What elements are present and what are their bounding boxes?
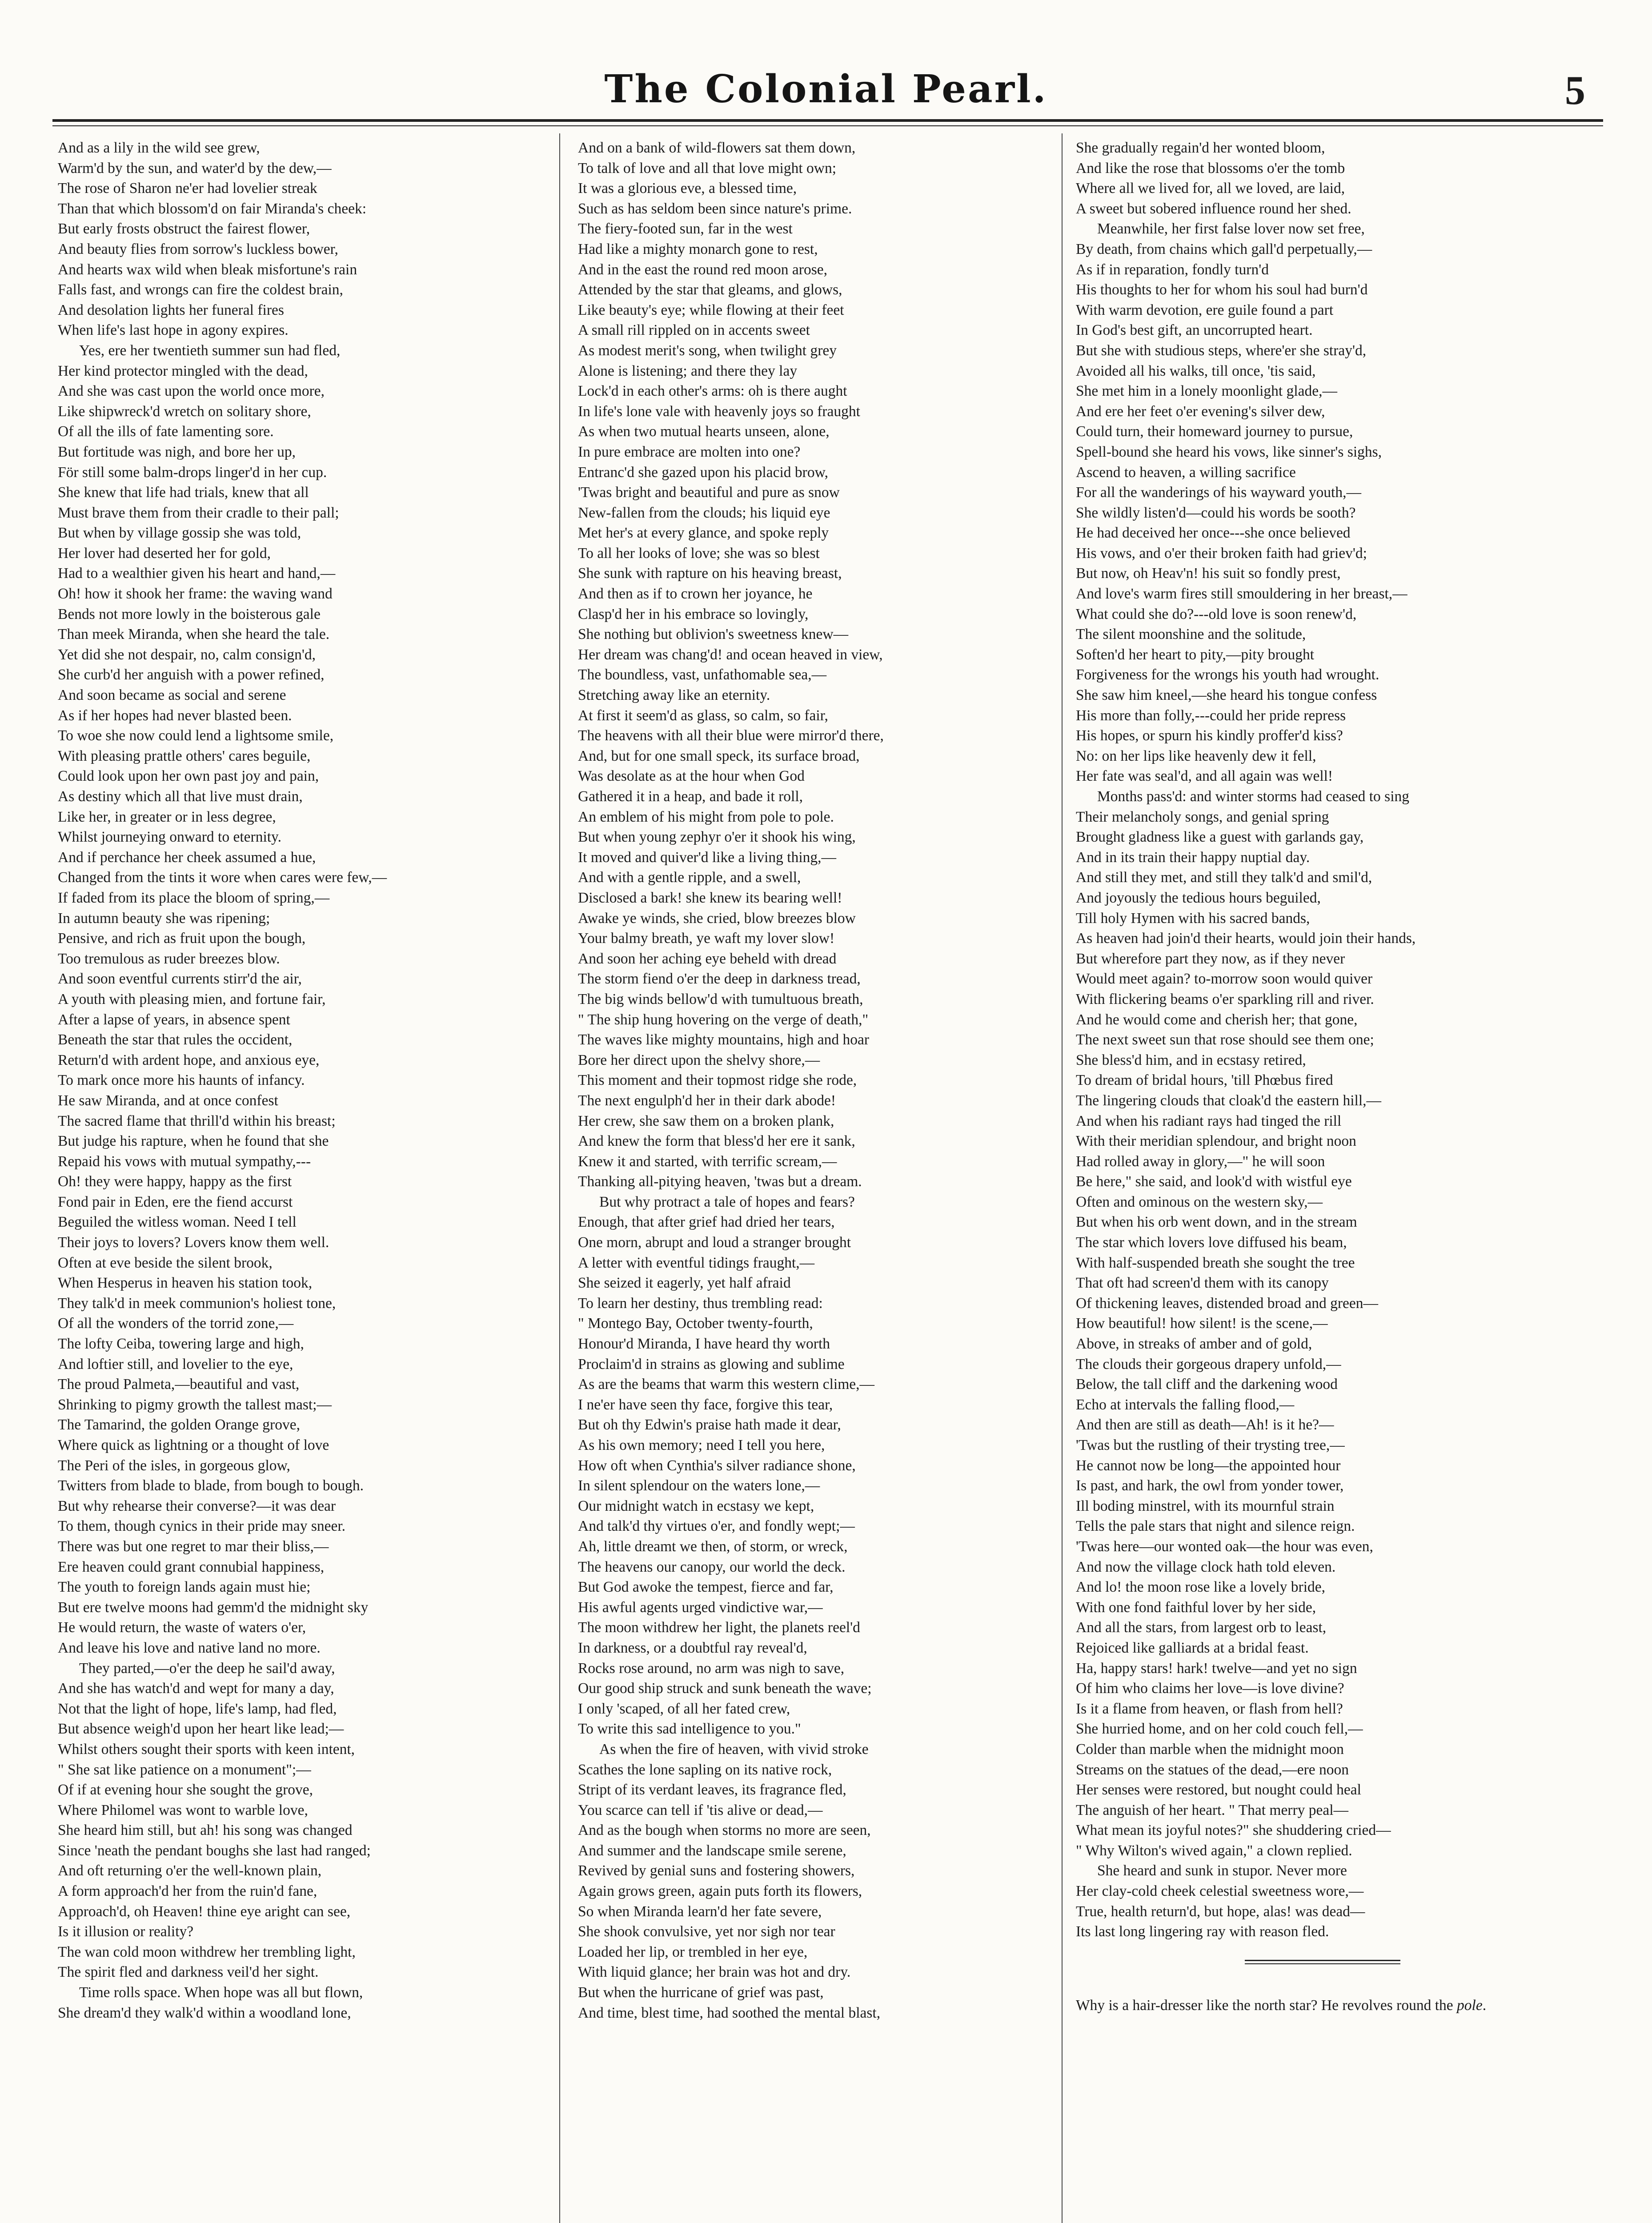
poem-line: Ascend to heaven, a willing sacrifice [1076, 464, 1296, 481]
poem-line: And loftier still, and lovelier to the eye, [58, 1356, 293, 1372]
poem-line: The Tamarind, the golden Orange grove, [58, 1416, 300, 1433]
poem-line: In darkness, or a doubtful ray reveal'd, [578, 1639, 807, 1656]
poem-line: Since 'neath the pendant boughs she last had ranged; [58, 1842, 371, 1859]
poem-line: As destiny which all that live must drain, [58, 788, 303, 805]
poem-line: An emblem of his might from pole to pole. [578, 808, 834, 825]
poem-line: And as the bough when storms no more are seen, [578, 1822, 871, 1839]
closing-note-end: . [1482, 1997, 1487, 2014]
poem-line: To learn her destiny, thus trembling read: [578, 1295, 823, 1312]
poem-line: Changed from the tints it wore when cares were few,— [58, 869, 387, 886]
poem-line: I ne'er have seen thy face, forgive this tear, [578, 1396, 833, 1413]
poem-line: The lingering clouds that cloak'd the eastern hill,— [1076, 1092, 1382, 1109]
poem-line: Where quick as lightning or a thought of love [58, 1437, 329, 1453]
poem-line: But when by village gossip she was told, [58, 525, 301, 542]
poem-line: In God's best gift, an uncorrupted heart. [1076, 322, 1313, 339]
poem-line: Her fate was seal'd, and all again was well! [1076, 768, 1333, 785]
poem-line: Such as has seldom been since nature's prime. [578, 200, 852, 217]
poem-line: He cannot now be long—the appointed hour [1076, 1457, 1341, 1474]
poem-line: Clasp'd her in his embrace so lovingly, [578, 606, 809, 622]
poem-line: Stript of its verdant leaves, its fragrance fled, [578, 1782, 846, 1798]
poem-line: The spirit fled and darkness veil'd her sight. [58, 1964, 319, 1981]
poem-line: With their meridian splendour, and bright noon [1076, 1133, 1356, 1150]
poem-line: He would return, the waste of waters o'er, [58, 1619, 306, 1636]
page-number: 5 [1565, 68, 1585, 113]
poem-line: And desolation lights her funeral fires [58, 301, 284, 318]
poem-line: His awful agents urged vindictive war,— [578, 1599, 823, 1616]
newspaper-title: The Colonial Pearl. [604, 67, 1048, 112]
poem-line: With pleasing prattle others' cares beguile, [58, 747, 311, 764]
poem-line: Is it a flame from heaven, or flash from hell? [1076, 1700, 1343, 1717]
poem-line: Ah, little dreamt we then, of storm, or wreck, [578, 1538, 848, 1555]
poem-line: She saw him kneel,—she heard his tongue confess [1076, 687, 1377, 704]
poem-line: Thanking all-pitying heaven, 'twas but a dream. [578, 1173, 862, 1190]
poem-line: But early frosts obstruct the fairest flower, [58, 221, 310, 237]
poem-line: Disclosed a bark! she knew its bearing well! [578, 889, 842, 906]
poem-line: And knew the form that bless'd her ere it sank, [578, 1133, 855, 1150]
poem-line: The big winds bellow'd with tumultuous breath, [578, 991, 863, 1007]
poem-line: The waves like mighty mountains, high and hoar [578, 1031, 869, 1048]
poem-line: Repaid his vows with mutual sympathy,--- [58, 1153, 311, 1170]
poem-line: To write this sad intelligence to you." [578, 1721, 801, 1737]
poem-line: The moon withdrew her light, the planets reel'd [578, 1619, 860, 1636]
poem-line: With half-suspended breath she sought the tree [1076, 1254, 1355, 1271]
poem-line: " Montego Bay, October twenty-fourth, [578, 1315, 813, 1332]
poem-line: And she has watch'd and wept for many a day, [58, 1680, 334, 1697]
poem-line: Where all we lived for, all we loved, are laid, [1076, 180, 1345, 197]
poem-line: Your balmy breath, ye waft my lover slow! [578, 930, 835, 947]
poem-line: If faded from its place the bloom of spring,— [58, 889, 330, 906]
poem-line: As if her hopes had never blasted been. [58, 707, 292, 724]
poem-line: You scarce can tell if 'tis alive or dead,— [578, 1802, 823, 1818]
poem-line: Her lover had deserted her for gold, [58, 545, 271, 562]
poem-line: Spell-bound she heard his vows, like sinner's sighs, [1076, 443, 1382, 460]
poem-line: A letter with eventful tidings fraught,— [578, 1254, 815, 1271]
poem-line: The proud Palmeta,—beautiful and vast, [58, 1376, 300, 1393]
poem-line: But why protract a tale of hopes and fears? [599, 1193, 855, 1210]
poem-line: The storm fiend o'er the deep in darkness tread, [578, 971, 861, 987]
poem-line: What could she do?---old love is soon renew'd, [1076, 606, 1357, 622]
poem-line: And if perchance her cheek assumed a hue, [58, 849, 316, 866]
poem-line: The rose of Sharon ne'er had lovelier streak [58, 180, 317, 197]
poem-line: In silent splendour on the waters lone,— [578, 1477, 820, 1494]
poem-line: It moved and quiver'd like a living thing,— [578, 849, 837, 866]
poem-line: And all the stars, from largest orb to least, [1076, 1619, 1327, 1636]
poem-line: Rejoiced like galliards at a bridal feast. [1076, 1639, 1309, 1656]
poem-line: Oh! they were happy, happy as the first [58, 1173, 292, 1190]
poem-line: Approach'd, oh Heaven! thine eye aright can see, [58, 1903, 351, 1920]
poem-line: Shrinking to pigmy growth the tallest mast;— [58, 1396, 332, 1413]
poem-line: For all the wanderings of his wayward youth,— [1076, 484, 1361, 501]
poem-line: Her crew, she saw them on a broken plank, [578, 1112, 834, 1129]
poem-line: Enough, that after grief had dried her tears, [578, 1214, 835, 1231]
poem-line: Entranc'd she gazed upon his placid brow, [578, 464, 828, 481]
poem-line: The next sweet sun that rose should see them one; [1076, 1031, 1374, 1048]
poem-line: She hurried home, and on her cold couch fell,— [1076, 1721, 1363, 1737]
poem-line: Honour'd Miranda, I have heard thy worth [578, 1336, 830, 1352]
poem-line: The Peri of the isles, in gorgeous glow, [58, 1457, 290, 1474]
poem-line: Their melancholy songs, and genial spring [1076, 808, 1329, 825]
poem-line: The sacred flame that thrill'd within his breast; [58, 1112, 336, 1129]
poem-line: And summer and the landscape smile serene, [578, 1842, 846, 1859]
poem-line: " Why Wilton's wived again," a clown replied. [1076, 1842, 1352, 1859]
poem-line: Would meet again? to-morrow soon would quiver [1076, 971, 1373, 987]
poem-line: To mark once more his haunts of infancy. [58, 1072, 305, 1089]
poem-line: And in the east the round red moon arose, [578, 261, 827, 278]
poem-line: Of thickening leaves, distended broad and green— [1076, 1295, 1379, 1312]
poem-line: Awake ye winds, she cried, blow breezes blow [578, 910, 856, 927]
poem-line: Had like a mighty monarch gone to rest, [578, 241, 818, 257]
poem-line: Oh! how it shook her frame: the waving wand [58, 586, 333, 602]
header-rule [52, 119, 1603, 122]
poem-line: " She sat like patience on a monument";— [58, 1761, 311, 1778]
poem-line: As modest merit's song, when twilight grey [578, 342, 837, 359]
poem-line: Attended by the star that gleams, and glows, [578, 281, 842, 298]
poem-line: She heard and sunk in stupor. Never more [1097, 1862, 1347, 1879]
poem-line: Bends not more lowly in the boisterous gale [58, 606, 321, 622]
poem-line: And soon her aching eye beheld with dread [578, 950, 837, 967]
poem-line: By death, from chains which gall'd perpetually,— [1076, 241, 1372, 257]
poem-line: He saw Miranda, and at once confest [58, 1092, 278, 1109]
poem-line: And still they met, and still they talk'd and smil'd, [1076, 869, 1372, 886]
poem-line: Knew it and started, with terrific scream,— [578, 1153, 837, 1170]
poem-line: Could look upon her own past joy and pain, [58, 768, 319, 785]
poem-column-2 [578, 138, 1071, 2223]
poem-line: She met him in a lonely moonlight glade,— [1076, 383, 1338, 400]
poem-line: The boundless, vast, unfathomable sea,— [578, 666, 827, 683]
masthead [0, 67, 1652, 116]
poem-line: But when young zephyr o'er it shook his wing, [578, 829, 856, 846]
poem-line: För still some balm-drops linger'd in her cup. [58, 464, 327, 481]
poem-line: But oh thy Edwin's praise hath made it dear, [578, 1416, 841, 1433]
poem-line: Till holy Hymen with his sacred bands, [1076, 910, 1310, 927]
poem-line: True, health return'd, but hope, alas! was dead— [1076, 1903, 1365, 1920]
poem-line: How beautiful! how silent! is the scene,— [1076, 1315, 1328, 1332]
poem-line: Her senses were restored, but nought could heal [1076, 1782, 1361, 1798]
poem-line: Whilst journeying onward to eternity. [58, 829, 282, 846]
poem-line: Soften'd her heart to pity,—pity brought [1076, 646, 1315, 663]
poem-line: Yet did she not despair, no, calm consign'd, [58, 646, 316, 663]
poem-line: Avoided all his walks, till once, 'tis said, [1076, 362, 1316, 379]
poem-line: She wildly listen'd—could his words be sooth? [1076, 504, 1356, 521]
poem-line: Ha, happy stars! hark! twelve—and yet no sign [1076, 1660, 1357, 1677]
poem-line: Could turn, their homeward journey to pursue, [1076, 423, 1353, 440]
poem-line: Falls fast, and wrongs can fire the coldest brain, [58, 281, 343, 298]
poem-line: Loaded her lip, or trembled in her eye, [578, 1943, 808, 1960]
poem-line: But fortitude was nigh, and bore her up, [58, 443, 296, 460]
poem-line: Of if at evening hour she sought the grove, [58, 1782, 313, 1798]
poem-line: And as a lily in the wild see grew, [58, 140, 260, 156]
poem-line: With flickering beams o'er sparkling rill and river. [1076, 991, 1374, 1007]
poem-line: She knew that life had trials, knew that all [58, 484, 309, 501]
section-end-rule-thin [1245, 1963, 1400, 1964]
closing-note-emphasis: pole [1457, 1997, 1483, 2014]
poem-line: Proclaim'd in strains as glowing and sublime [578, 1356, 845, 1372]
poem-line: She dream'd they walk'd within a woodland lone, [58, 2004, 351, 2021]
poem-line: The youth to foreign lands again must hie; [58, 1579, 311, 1596]
poem-line: To talk of love and all that love might own; [578, 160, 836, 177]
poem-line: And beauty flies from sorrow's luckless bower, [58, 241, 338, 257]
poem-line: Stretching away like an eternity. [578, 687, 770, 704]
poem-line: But when the hurricane of grief was past, [578, 1984, 824, 2001]
poem-line: The heavens with all their blue were mirror'd there, [578, 727, 884, 744]
poem-line: Fond pair in Eden, ere the fiend accurst [58, 1193, 293, 1210]
poem-line: And he would come and cherish her; that gone, [1076, 1011, 1358, 1028]
poem-line: Lock'd in each other's arms: oh is there aught [578, 383, 847, 400]
poem-line: As heaven had join'd their hearts, would join their hands, [1076, 930, 1416, 947]
poem-line: Brought gladness like a guest with garlands gay, [1076, 829, 1364, 846]
poem-line: Met her's at every glance, and spoke reply [578, 525, 829, 542]
poem-line: In autumn beauty she was ripening; [58, 910, 270, 927]
poem-line: Whilst others sought their sports with keen intent, [58, 1741, 355, 1758]
poem-line: Yes, ere her twentieth summer sun had fled, [79, 342, 341, 359]
poem-line: Often and ominous on the western sky,— [1076, 1193, 1323, 1210]
poem-line: And she was cast upon the world once more, [58, 383, 325, 400]
poem-line: And ere her feet o'er evening's silver dew, [1076, 403, 1325, 420]
poem-line: As are the beams that warm this western clime,— [578, 1376, 875, 1393]
poem-line: And soon eventful currents stirr'd the air, [58, 971, 302, 987]
poem-line: One morn, abrupt and loud a stranger brought [578, 1234, 851, 1251]
poem-line: But why rehearse their converse?—it was dear [58, 1497, 336, 1514]
poem-line: And oft returning o'er the well-known plain, [58, 1862, 322, 1879]
poem-line: But God awoke the tempest, fierce and far, [578, 1579, 834, 1596]
poem-line: Is past, and hark, the owl from yonder tower, [1076, 1477, 1344, 1494]
poem-line: A youth with pleasing mien, and fortune fair, [58, 991, 326, 1007]
poem-line: But ere twelve moons had gemm'd the midnight sky [58, 1599, 369, 1616]
poem-line: As when the fire of heaven, with vivid stroke [599, 1741, 869, 1758]
poem-line: Again grows green, again puts forth its flowers, [578, 1883, 862, 1900]
poem-line: And like the rose that blossoms o'er the tomb [1076, 160, 1345, 177]
closing-note [1076, 1995, 1569, 2016]
poem-line: To all her looks of love; she was so blest [578, 545, 820, 562]
poem-line: Her clay-cold cheek celestial sweetness wore,— [1076, 1883, 1364, 1900]
poem-line: With liquid glance; her brain was hot and dry. [578, 1964, 851, 1981]
poem-line: And joyously the tedious hours beguiled, [1076, 889, 1321, 906]
poem-line: Like shipwreck'd wretch on solitary shore, [58, 403, 311, 420]
poem-line: And time, blest time, had soothed the mental blast, [578, 2004, 881, 2021]
poem-line: His more than folly,---could her pride repress [1076, 707, 1346, 724]
poem-line: Scathes the lone sapling on its native rock, [578, 1761, 832, 1778]
poem-line: She shook convulsive, yet nor sigh nor tear [578, 1923, 835, 1940]
poem-line: She nothing but oblivion's sweetness knew— [578, 626, 849, 643]
poem-line: Is it illusion or reality? [58, 1923, 194, 1940]
poem-line: Streams on the statues of the dead,—ere noon [1076, 1761, 1349, 1778]
poem-line: This moment and their topmost ridge she rode, [578, 1072, 857, 1089]
poem-line: 'Twas but the rustling of their trysting tree,— [1076, 1437, 1345, 1453]
poem-line: The anguish of her heart. " That merry peal— [1076, 1802, 1349, 1818]
poem-line: Where Philomel was wont to warble love, [58, 1802, 308, 1818]
poem-line: His hopes, or spurn his kindly proffer'd kiss? [1076, 727, 1343, 744]
poem-line: Their joys to lovers? Lovers know them well. [58, 1234, 329, 1251]
poem-line: Tells the pale stars that night and silence reign. [1076, 1518, 1355, 1535]
poem-line: Her dream was chang'd! and ocean heaved in view, [578, 646, 883, 663]
poem-line: And with a gentle ripple, and a swell, [578, 869, 801, 886]
poem-line: And then as if to crown her joyance, he [578, 586, 813, 602]
poem-line: When life's last hope in agony expires. [58, 322, 289, 339]
poem-line: And hearts wax wild when bleak misfortune's rain [58, 261, 357, 278]
closing-section [1076, 1960, 1569, 2016]
poem-line: What mean its joyful notes?" she shuddering cried— [1076, 1822, 1391, 1839]
poem-line: Pensive, and rich as fruit upon the bough, [58, 930, 306, 947]
poem-line: Return'd with ardent hope, and anxious eye, [58, 1051, 320, 1068]
poem-line: The wan cold moon withdrew her trembling light, [58, 1943, 356, 1960]
poem-line: And soon became as social and serene [58, 687, 286, 704]
poem-line: A small rill rippled on in accents sweet [578, 322, 810, 339]
poem-line: 'Twas bright and beautiful and pure as snow [578, 484, 840, 501]
poem-line: She heard him still, but ah! his song was changed [58, 1822, 353, 1839]
poem-line: Had rolled away in glory,—" he will soon [1076, 1153, 1325, 1170]
poem-line: But absence weigh'd upon her heart like lead;— [58, 1721, 344, 1737]
poem-line: Forgiveness for the wrongs his youth had wrought. [1076, 666, 1379, 683]
poem-line: Like her, in greater or in less degree, [58, 808, 276, 825]
closing-note-text: Why is a hair-dresser like the north star? He revolves round the [1076, 1997, 1453, 2014]
poem-line: And now the village clock hath told eleven. [1076, 1558, 1336, 1575]
poem-line: She sunk with rapture on his heaving breast, [578, 565, 842, 582]
poem-line: It was a glorious eve, a blessed time, [578, 180, 797, 197]
poem-line: A sweet but sobered influence round her shed. [1076, 200, 1351, 217]
poem-line: They talk'd in meek communion's holiest tone, [58, 1295, 336, 1312]
poem-line: Warm'd by the sun, and water'd by the dew,— [58, 160, 332, 177]
poem-line: As his own memory; need I tell you here, [578, 1437, 825, 1453]
poem-line: But when his orb went down, and in the stream [1076, 1214, 1357, 1231]
poem-line: His vows, and o'er their broken faith had griev'd; [1076, 545, 1367, 562]
column-divider [559, 133, 560, 2223]
poem-line: Rocks rose around, no arm was nigh to save, [578, 1660, 845, 1677]
poem-line: Often at eve beside the silent brook, [58, 1254, 273, 1271]
poem-line: To woe she now could lend a lightsome smile, [58, 727, 334, 744]
poem-line: Our good ship struck and sunk beneath the wave; [578, 1680, 872, 1697]
poem-line: Of him who claims her love—is love divine? [1076, 1680, 1344, 1697]
poem-line: The silent moonshine and the solitude, [1076, 626, 1306, 643]
poem-line: There was but one regret to mar their bliss,— [58, 1538, 329, 1555]
poem-line: Twitters from blade to blade, from bough to bough. [58, 1477, 364, 1494]
poem-line: " The ship hung hovering on the verge of death," [578, 1011, 869, 1028]
poem-line: She bless'd him, and in ecstasy retired, [1076, 1051, 1306, 1068]
poem-line: 'Twas here—our wonted oak—the hour was even, [1076, 1538, 1373, 1555]
poem-line: Of all the ills of fate lamenting sore. [58, 423, 274, 440]
poem-line: He had deceived her once---she once believed [1076, 525, 1351, 542]
poem-line: His thoughts to her for whom his soul had burn'd [1076, 281, 1368, 298]
poem-line: But judge his rapture, when he found that she [58, 1133, 329, 1150]
poem-line: A form approach'd her from the ruin'd fane, [58, 1883, 317, 1900]
poem-line: In life's lone vale with heavenly joys so fraught [578, 403, 860, 420]
poem-line: She gradually regain'd her wonted bloom, [1076, 140, 1325, 156]
poem-line: Too tremulous as ruder breezes blow. [58, 950, 280, 967]
poem-line: Had to a wealthier given his heart and hand,— [58, 565, 336, 582]
poem-line: Months pass'd: and winter storms had ceased to sing [1097, 788, 1409, 805]
section-end-rule [1245, 1960, 1400, 1961]
poem-line: The heavens our canopy, our world the deck. [578, 1558, 846, 1575]
poem-line: And love's warm fires still smouldering in her breast,— [1076, 586, 1407, 602]
poem-line: After a lapse of years, in absence spent [58, 1011, 290, 1028]
poem-line: How oft when Cynthia's silver radiance shone, [578, 1457, 856, 1474]
poem-line: Of all the wonders of the torrid zone,— [58, 1315, 294, 1332]
poem-column-3 [1076, 138, 1569, 2223]
poem-line: But now, oh Heav'n! his suit so fondly prest, [1076, 565, 1341, 582]
poem-line: Her kind protector mingled with the dead, [58, 362, 308, 379]
poem-line: When Hesperus in heaven his station took, [58, 1275, 313, 1292]
poem-line: And talk'd thy virtues o'er, and fondly wept;— [578, 1518, 855, 1535]
poem-line: Gathered it in a heap, and bade it roll, [578, 788, 803, 805]
poem-line: They parted,—o'er the deep he sail'd away, [79, 1660, 335, 1677]
poem-line: And leave his love and native land no more. [58, 1639, 321, 1656]
poem-line: Ill boding minstrel, with its mournful strain [1076, 1497, 1335, 1514]
poem-line: As when two mutual hearts unseen, alone, [578, 423, 830, 440]
poem-line: The clouds their gorgeous drapery unfold,— [1076, 1356, 1341, 1372]
poem-line: Above, in streaks of amber and of gold, [1076, 1336, 1312, 1352]
poem-line: The star which lovers love diffused his beam, [1076, 1234, 1347, 1251]
poem-line: Beneath the star that rules the occident, [58, 1031, 293, 1048]
poem-line: Echo at intervals the falling flood,— [1076, 1396, 1295, 1413]
poem-line: Alone is listening; and there they lay [578, 362, 798, 379]
poem-line: At first it seem'd as glass, so calm, so fair, [578, 707, 828, 724]
poem-line: Time rolls space. When hope was all but flown, [79, 1984, 363, 2001]
poem-line: In pure embrace are molten into one? [578, 443, 801, 460]
poem-line: To them, though cynics in their pride may sneer. [58, 1518, 346, 1535]
poem-line: That oft had screen'd them with its canopy [1076, 1275, 1329, 1292]
poem-line: Ere heaven could grant connubial happiness, [58, 1558, 325, 1575]
poem-line: The fiery-footed sun, far in the west [578, 221, 793, 237]
poem-line: Colder than marble when the midnight moon [1076, 1741, 1344, 1758]
poem-line: Than meek Miranda, when she heard the tale. [58, 626, 330, 643]
poem-line: The lofty Ceiba, towering large and high, [58, 1336, 304, 1352]
poem-line: But she with studious steps, where'er she stray'd, [1076, 342, 1367, 359]
poem-line: And, but for one small speck, its surface broad, [578, 747, 860, 764]
poem-line: But wherefore part they now, as if they never [1076, 950, 1345, 967]
poem-line: Below, the tall cliff and the darkening wood [1076, 1376, 1338, 1393]
poem-line: I only 'scaped, of all her fated crew, [578, 1700, 790, 1717]
poem-line: With warm devotion, ere guile found a part [1076, 301, 1334, 318]
poem-line: She curb'd her anguish with a power refined, [58, 666, 325, 683]
header-rule-thin [52, 125, 1603, 126]
poem-line: So when Miranda learn'd her fate severe, [578, 1903, 822, 1920]
poem-line: Must brave them from their cradle to their pall; [58, 504, 339, 521]
poem-line: And when his radiant rays had tinged the rill [1076, 1112, 1342, 1129]
poem-column-1 [58, 138, 551, 2223]
poem-line: With one fond faithful lover by her side, [1076, 1599, 1316, 1616]
poem-line: Beguiled the witless woman. Need I tell [58, 1214, 297, 1231]
poem-line: New-fallen from the clouds; his liquid eye [578, 504, 830, 521]
poem-line: Was desolate as at the hour when God [578, 768, 805, 785]
poem-line: And on a bank of wild-flowers sat them down, [578, 140, 856, 156]
poem-line: Bore her direct upon the shelvy shore,— [578, 1051, 820, 1068]
poem-line: And then are still as death—Ah! is it he?— [1076, 1416, 1334, 1433]
poem-line: Than that which blossom'd on fair Miranda's cheek: [58, 200, 366, 217]
poem-line: Be here," she said, and look'd with wistful eye [1076, 1173, 1352, 1190]
poem-line: To dream of bridal hours, 'till Phœbus fired [1076, 1072, 1333, 1089]
poem-line: And in its train their happy nuptial day. [1076, 849, 1310, 866]
poem-line: Revived by genial suns and fostering showers, [578, 1862, 855, 1879]
poem-line: The next engulph'd her in their dark abode! [578, 1092, 836, 1109]
poem-line: Its last long lingering ray with reason fled. [1076, 1923, 1329, 1940]
poem-line: Meanwhile, her first false lover now set free, [1097, 221, 1365, 237]
poem-line: Our midnight watch in ecstasy we kept, [578, 1497, 814, 1514]
poem-line: No: on her lips like heavenly dew it fell, [1076, 747, 1316, 764]
poem-line: Not that the light of hope, life's lamp, had fled, [58, 1700, 337, 1717]
poem-line: She seized it eagerly, yet half afraid [578, 1275, 791, 1292]
poem-line: As if in reparation, fondly turn'd [1076, 261, 1269, 278]
poem-line: And lo! the moon rose like a lovely bride, [1076, 1579, 1325, 1596]
poem-line: Like beauty's eye; while flowing at their feet [578, 301, 844, 318]
